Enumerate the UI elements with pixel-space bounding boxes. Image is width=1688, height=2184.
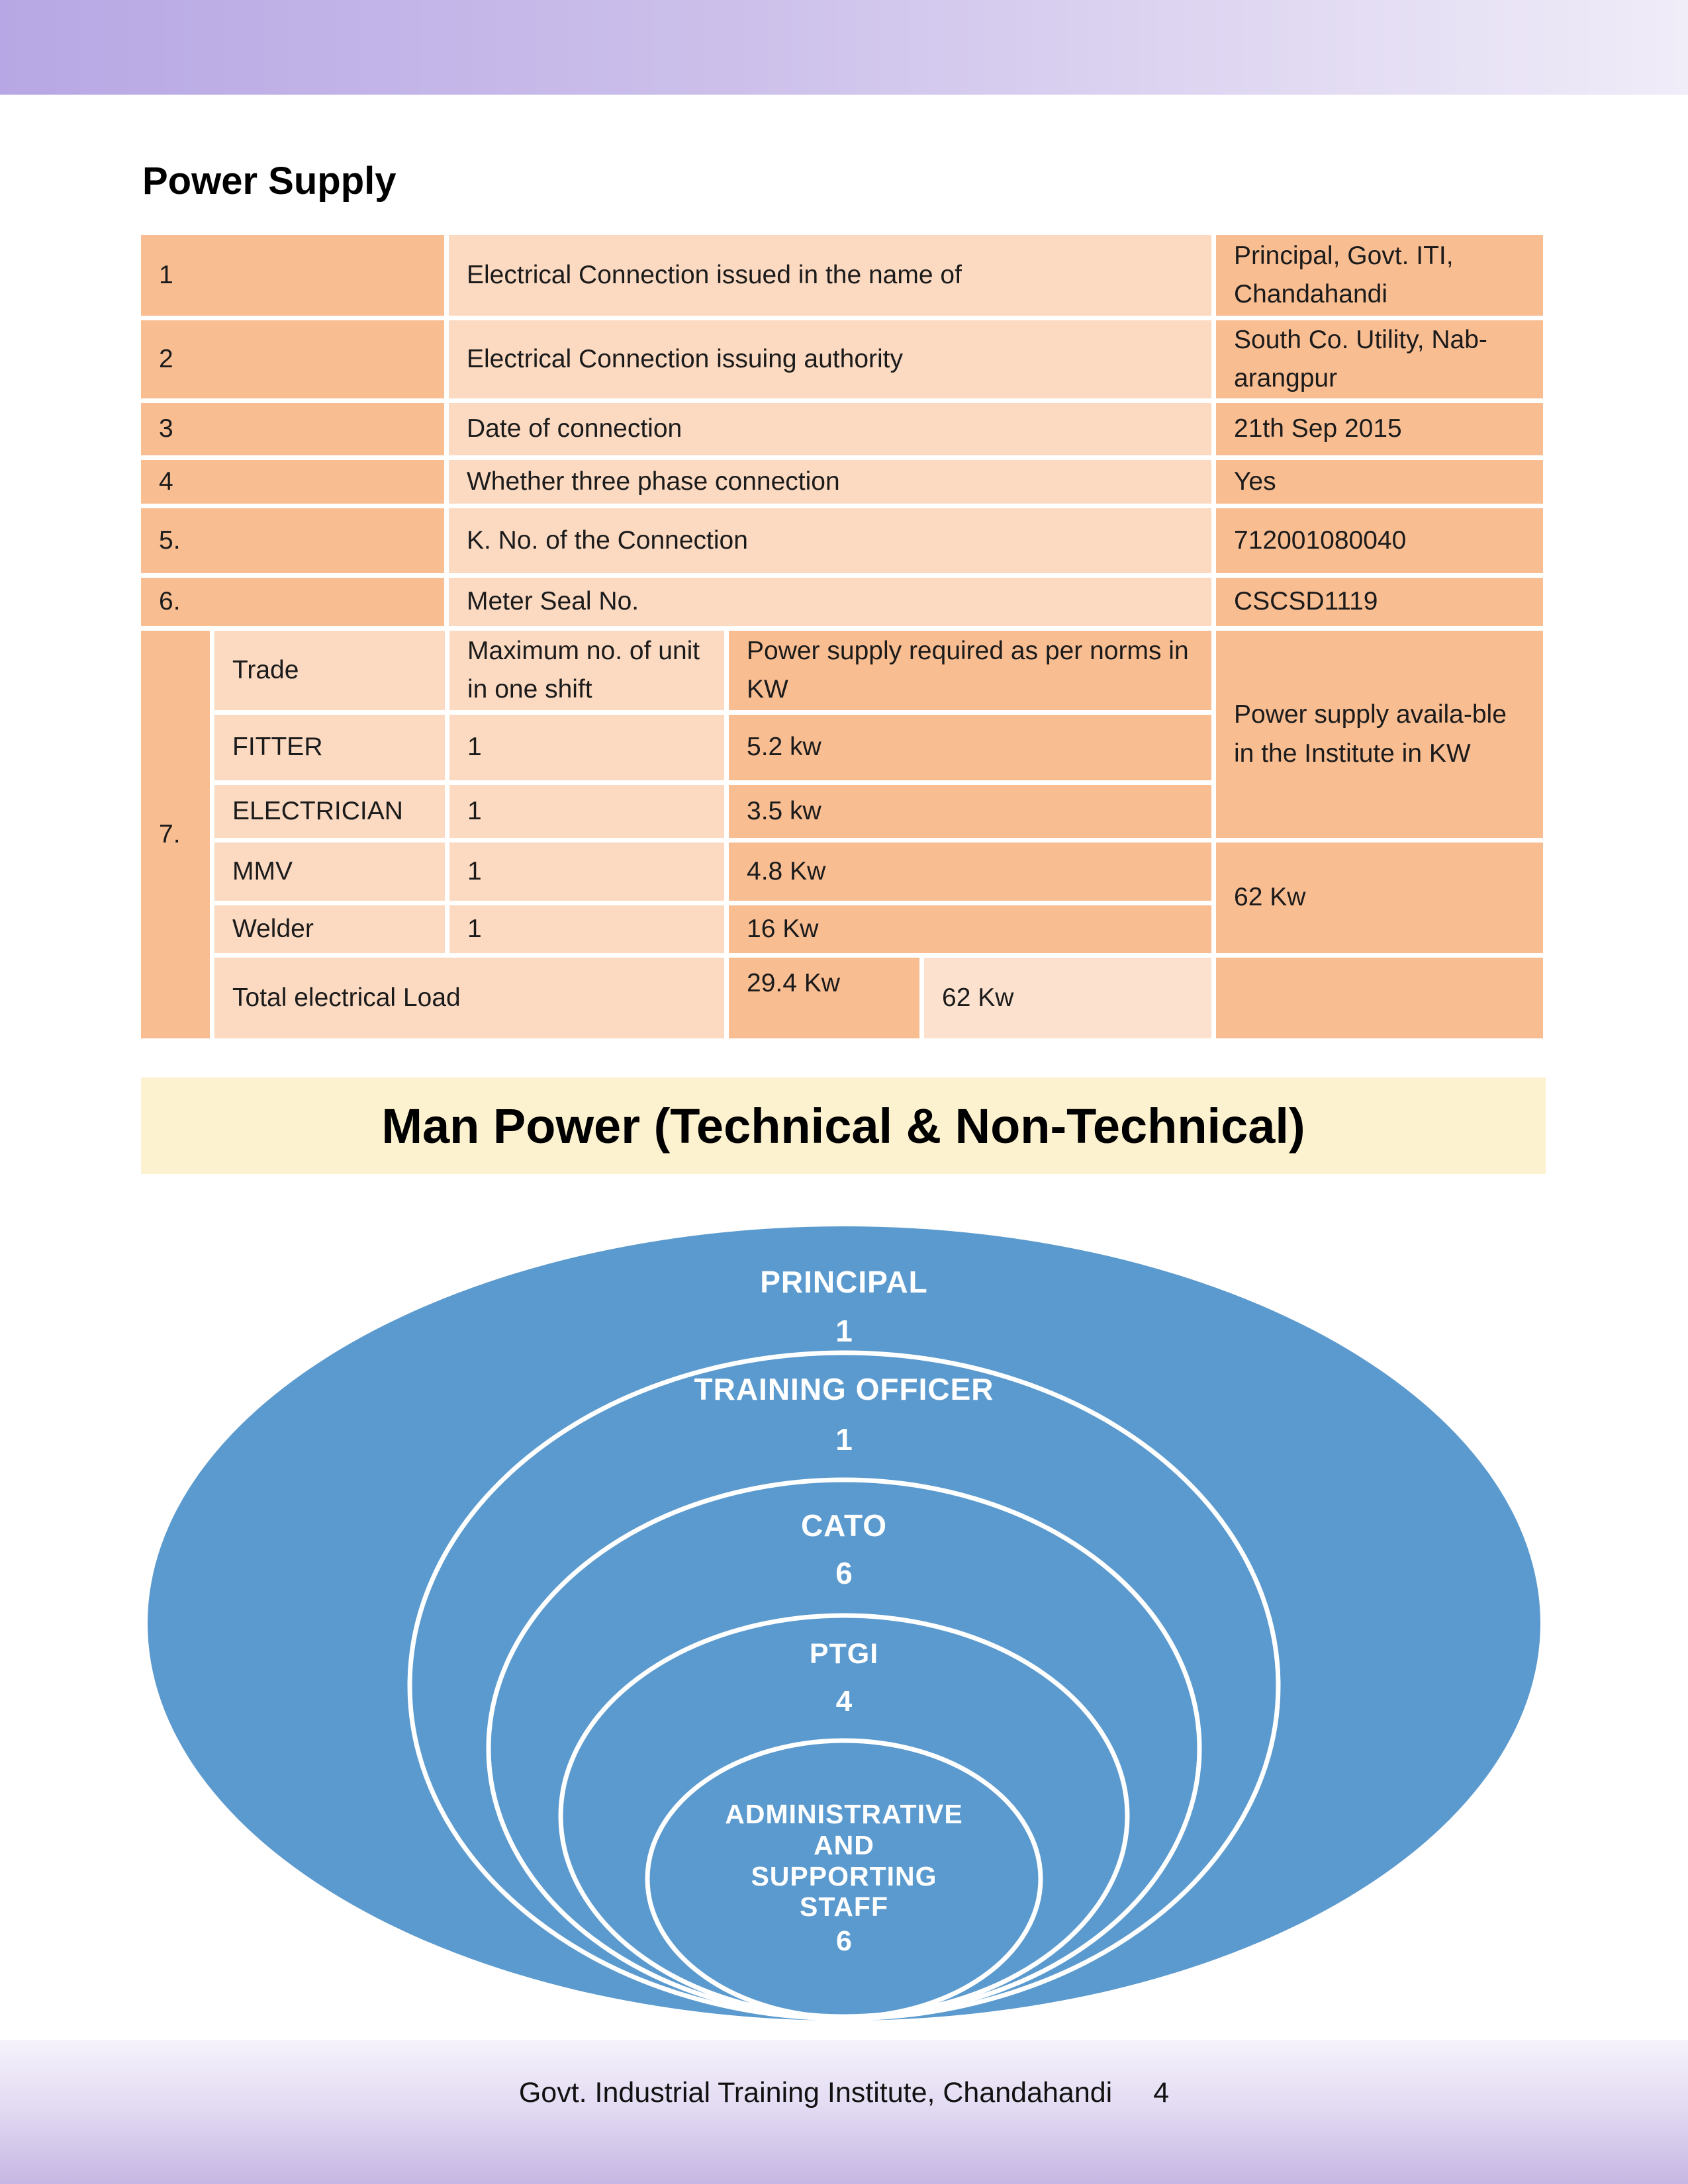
row-number: 2 [141, 320, 444, 398]
table-row [141, 460, 1546, 504]
row-label: K. No. of the Connection [449, 508, 1211, 573]
count-cato: 6 [835, 1556, 853, 1590]
total-required-value: 29.4 Kw [729, 958, 919, 1038]
label-principal: PRINCIPAL [760, 1265, 928, 1299]
top-gradient-band [0, 0, 1688, 95]
row-label: Electrical Connection issued in the name of [449, 235, 1211, 316]
trade-units: 1 [449, 785, 724, 838]
row-number: 6. [141, 578, 444, 626]
empty-cell [1216, 958, 1543, 1038]
count-training-officer: 1 [835, 1422, 853, 1457]
row-label: Whether three phase connection [449, 460, 1211, 504]
row-number: 7. [141, 631, 210, 1038]
table-row [141, 403, 1546, 455]
row-value: Principal, Govt. ITI, Chandahandi [1216, 235, 1543, 316]
row-value: South Co. Utility, Nab-arangpur [1216, 320, 1543, 398]
row-value: 21th Sep 2015 [1216, 403, 1543, 455]
label-training-officer: TRAINING OFFICER [694, 1372, 994, 1406]
trade-name: FITTER [214, 715, 445, 780]
footer-institute-name: Govt. Industrial Training Institute, Chandahandi [518, 2077, 1113, 2109]
header-trade: Trade [214, 631, 445, 710]
trade-units: 1 [449, 715, 724, 780]
count-principal: 1 [835, 1314, 853, 1348]
trade-name: Welder [214, 905, 445, 953]
footer-page-number: 4 [1153, 2077, 1170, 2109]
footer-gradient-band [0, 2040, 1688, 2184]
trade-units: 1 [449, 842, 724, 901]
total-available-value: 62 Kw [924, 958, 1211, 1038]
row-label: Date of connection [449, 403, 1211, 455]
label-admin-line4: STAFF [799, 1891, 889, 1922]
table-row [141, 508, 1546, 573]
total-load-label: Total electrical Load [214, 958, 724, 1038]
row-value: Yes [1216, 460, 1543, 504]
header-available: Power supply availa-ble in the Institute in KW [1216, 631, 1543, 838]
trade-name: MMV [214, 842, 445, 901]
trade-required: 16 Kw [729, 905, 1211, 953]
table-row [141, 578, 1546, 626]
table-row [141, 320, 1546, 398]
trade-required: 4.8 Kw [729, 842, 1211, 901]
label-admin-line2: AND [814, 1830, 874, 1860]
row-number: 3 [141, 403, 444, 455]
manpower-heading: Man Power (Technical & Non-Technical) [381, 1098, 1305, 1154]
trade-required: 3.5 kw [729, 785, 1211, 838]
row-value: CSCSD1119 [1216, 578, 1543, 626]
row-label: Meter Seal No. [449, 578, 1211, 626]
table-row [141, 235, 1546, 316]
manpower-onion-diagram [147, 1226, 1541, 2024]
header-max-units: Maximum no. of unit in one shift [449, 631, 724, 710]
table-row-7-nested [141, 631, 1546, 1038]
label-admin-line1: ADMINISTRATIVE [725, 1799, 963, 1829]
row-number: 1 [141, 235, 444, 316]
power-supply-table [141, 235, 1546, 1038]
available-value: 62 Kw [1216, 842, 1543, 953]
label-admin-line3: SUPPORTING [751, 1861, 937, 1891]
row-number: 5. [141, 508, 444, 573]
label-ptgi: PTGI [809, 1638, 879, 1670]
manpower-heading-banner [141, 1077, 1546, 1174]
trade-name: ELECTRICIAN [214, 785, 445, 838]
count-admin-staff: 6 [836, 1925, 852, 1957]
trade-units: 1 [449, 905, 724, 953]
label-cato: CATO [800, 1508, 888, 1543]
row-number: 4 [141, 460, 444, 504]
header-required: Power supply required as per norms in KW [729, 631, 1211, 710]
page-title: Power Supply [142, 159, 397, 203]
footer [0, 2040, 1688, 2109]
row-value: 712001080040 [1216, 508, 1543, 573]
row-label: Electrical Connection issuing authority [449, 320, 1211, 398]
trade-required: 5.2 kw [729, 715, 1211, 780]
count-ptgi: 4 [835, 1685, 853, 1717]
